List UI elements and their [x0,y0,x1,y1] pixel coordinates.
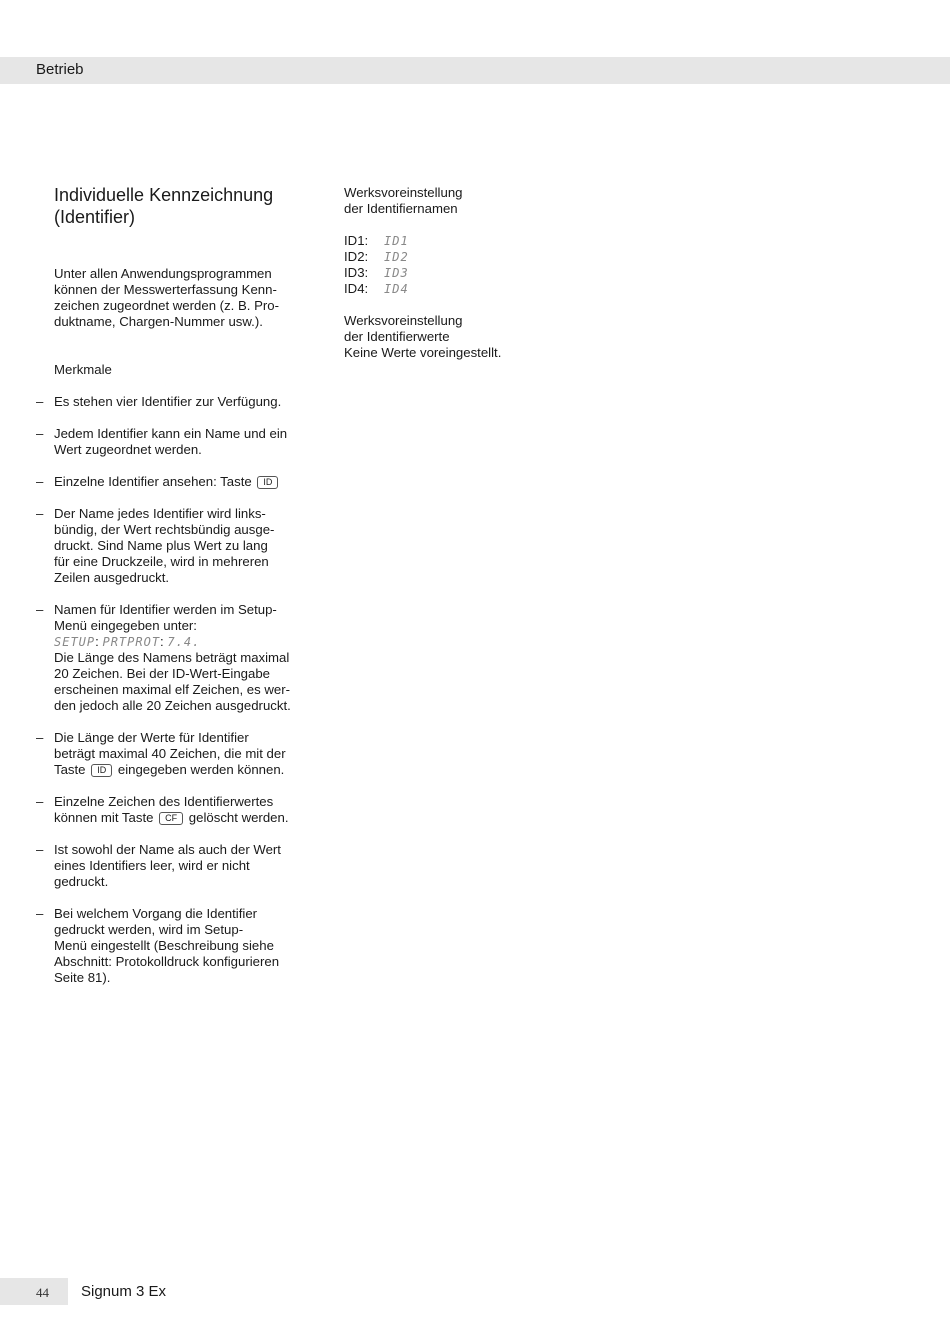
text-line: der Identifiernamen [344,201,458,216]
list-text: Die Länge des Namens beträgt maximal [54,650,290,665]
list-text: Abschnitt: Protokolldruck konfigurieren [54,954,280,969]
list-text: Einzelne Zeichen des Identifierwertes [54,794,274,809]
list-text: Es stehen vier Identifier zur Verfügung. [54,394,282,409]
id-default-row [344,265,644,281]
list-item [36,842,298,890]
list-text: bündig, der Wert rechtsbündig ausge- [54,522,275,537]
menu-path-sep: : [95,634,99,649]
list-text: für eine Druckzeile, wird in mehreren [54,554,269,569]
heading-line-2: (Identifier) [54,207,136,227]
id-key-symbol: ID [257,476,278,489]
id-display-value: ID2 [384,250,409,264]
list-text: Seite 81). [54,970,111,985]
intro-line: zeichen zugeordnet werden (z. B. Pro- [54,298,280,313]
text-line: der Identifierwerte [344,329,450,344]
list-text: Der Name jedes Identifier wird links- [54,506,266,521]
dash: – [36,906,44,921]
id-label: ID1: [344,233,369,248]
list-text: den jedoch alle 20 Zeichen ausgedruckt. [54,698,291,713]
text-line: Werksvoreinstellung [344,313,463,328]
id-label: ID3: [344,265,369,280]
list-item [36,794,298,826]
dash: – [36,426,44,441]
menu-path-setup: SETUP [54,635,96,649]
menu-path [54,634,200,649]
list-text: Wert zugeordnet werden. [54,442,202,457]
list-item [36,506,298,586]
intro-line: duktname, Chargen-Nummer usw.). [54,314,263,329]
list-item [36,730,298,778]
product-name: Signum 3 Ex [81,1283,167,1300]
id-default-row [344,281,644,297]
text-line: Werksvoreinstellung [344,185,463,200]
list-item [36,426,298,458]
list-text: Jedem Identifier kann ein Name und ein [54,426,288,441]
id-key-symbol: ID [91,764,112,777]
dash: – [36,474,44,489]
list-text: eines Identifiers leer, wird er nicht [54,858,250,873]
list-text: Namen für Identifier werden im Setup- [54,602,277,617]
id-default-row [344,249,644,265]
dash: – [36,506,44,521]
values-defaults-title [344,313,644,361]
list-item [36,394,298,410]
intro-paragraph [54,266,298,330]
intro-line: Unter allen Anwendungsprogrammen [54,266,272,281]
id-display-value: ID3 [384,266,409,280]
list-text: 20 Zeichen. Bei der ID-Wert-Eingabe [54,666,270,681]
menu-path-sep: : [160,634,164,649]
id-display-value: ID1 [384,234,409,248]
list-text: können mit Taste [54,810,154,825]
menu-path-prtprot: PRTPROT [102,635,161,649]
list-text: Zeilen ausgedruckt. [54,570,170,585]
menu-path-item: 7.4. [167,635,201,649]
dash: – [36,794,44,809]
dash: – [36,602,44,617]
list-text: Die Länge der Werte für Identifier [54,730,249,745]
features-title: Merkmale [54,362,112,377]
id-default-row [344,233,644,249]
cf-key-symbol: CF [159,812,183,825]
list-item [36,474,298,490]
right-column [344,185,644,361]
dash: – [36,730,44,745]
list-text: Bei welchem Vorgang die Identifier [54,906,258,921]
list-item [36,602,298,714]
heading [54,184,298,228]
list-text: Ist sowohl der Name als auch der Wert [54,842,281,857]
list-text: erscheinen maximal elf Zeichen, es wer- [54,682,291,697]
list-text: Taste [54,762,86,777]
intro-line: können der Messwerterfassung Kenn- [54,282,277,297]
section-header-bar [0,57,950,84]
dash: – [36,842,44,857]
features-list [36,394,298,986]
page-number: 44 [36,1285,49,1300]
heading-line-1: Individuelle Kennzeichnung [54,185,274,205]
names-defaults-title [344,185,644,217]
id-label: ID2: [344,249,369,264]
left-column [36,184,298,1002]
list-text: gedruckt werden, wird im Setup- [54,922,244,937]
section-title: Betrieb [36,61,84,78]
list-text: Menü eingegeben unter: [54,618,197,633]
list-text: Menü eingestellt (Beschreibung siehe [54,938,274,953]
list-text: gelöscht werden. [188,810,289,825]
list-text: Einzelne Identifier ansehen: Taste [54,474,252,489]
list-text: eingegeben werden können. [117,762,285,777]
page-number-box [0,1278,68,1305]
list-item [36,906,298,986]
id-display-value: ID4 [384,282,409,296]
list-text: beträgt maximal 40 Zeichen, die mit der [54,746,286,761]
list-text: druckt. Sind Name plus Wert zu lang [54,538,268,553]
dash: – [36,394,44,409]
id-label: ID4: [344,281,369,296]
text-line: Keine Werte voreingestellt. [344,345,502,360]
list-text: gedruckt. [54,874,109,889]
